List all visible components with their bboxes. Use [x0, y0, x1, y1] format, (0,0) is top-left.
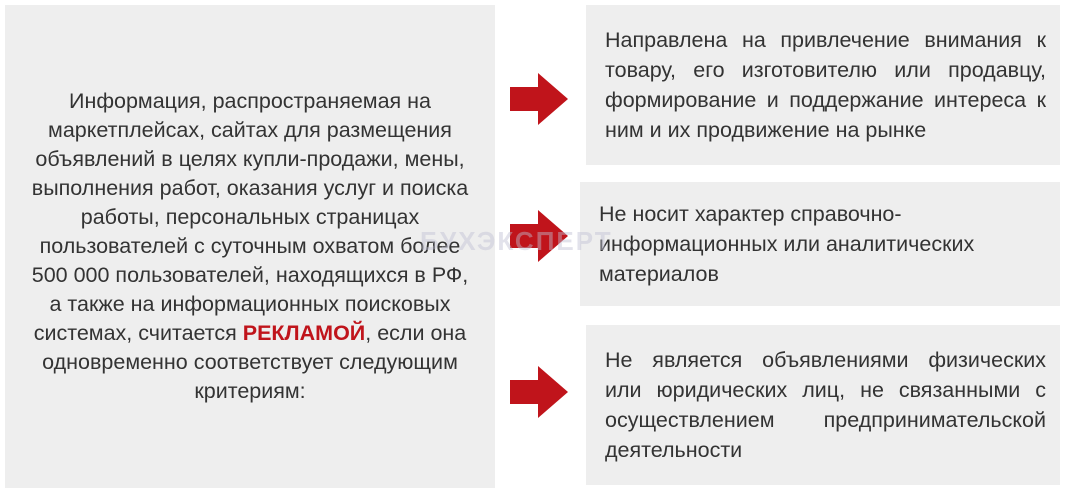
right-arrow-icon — [510, 210, 568, 262]
criterion-text-2: Не носит характер справочно-информационных или аналитических материалов — [599, 202, 975, 286]
right-arrow-icon — [510, 366, 568, 418]
definition-text-start: Информация, распространяемая на маркетплейсах, сайтах для размещения объявлений в целях купли-продажи, мены, выполнения работ, оказания услуг и поиска работы, персональных страницах пользователей с суточным охватом более 500 000 пользователей, находящихся в РФ, а также на информационных поисковых системах, считается — [31, 89, 469, 345]
criterion-box-3 — [586, 325, 1060, 485]
right-arrow-icon — [510, 73, 568, 125]
criterion-text-3: Не является объявлениями физических или юридических лиц, не связанными с осуществлением предпринимательской деятельности — [605, 348, 1046, 462]
watermark-logo: БУХЭКСПЕРТ — [420, 226, 613, 256]
advertising-highlight: РЕКЛАМОЙ — [242, 321, 366, 345]
criterion-box-2 — [580, 182, 1060, 306]
main-definition-text — [25, 87, 475, 406]
definition-text-end: , если она одновременно соответствует следующим критериям: — [42, 321, 467, 403]
main-definition-box — [5, 5, 495, 488]
criterion-box-1 — [586, 5, 1060, 165]
criterion-text-1: Направлена на привлечение внимания к товару, его изготовителю или продавцу, формирование и поддержание интереса к ним и их продвижение на рынке — [605, 28, 1046, 142]
